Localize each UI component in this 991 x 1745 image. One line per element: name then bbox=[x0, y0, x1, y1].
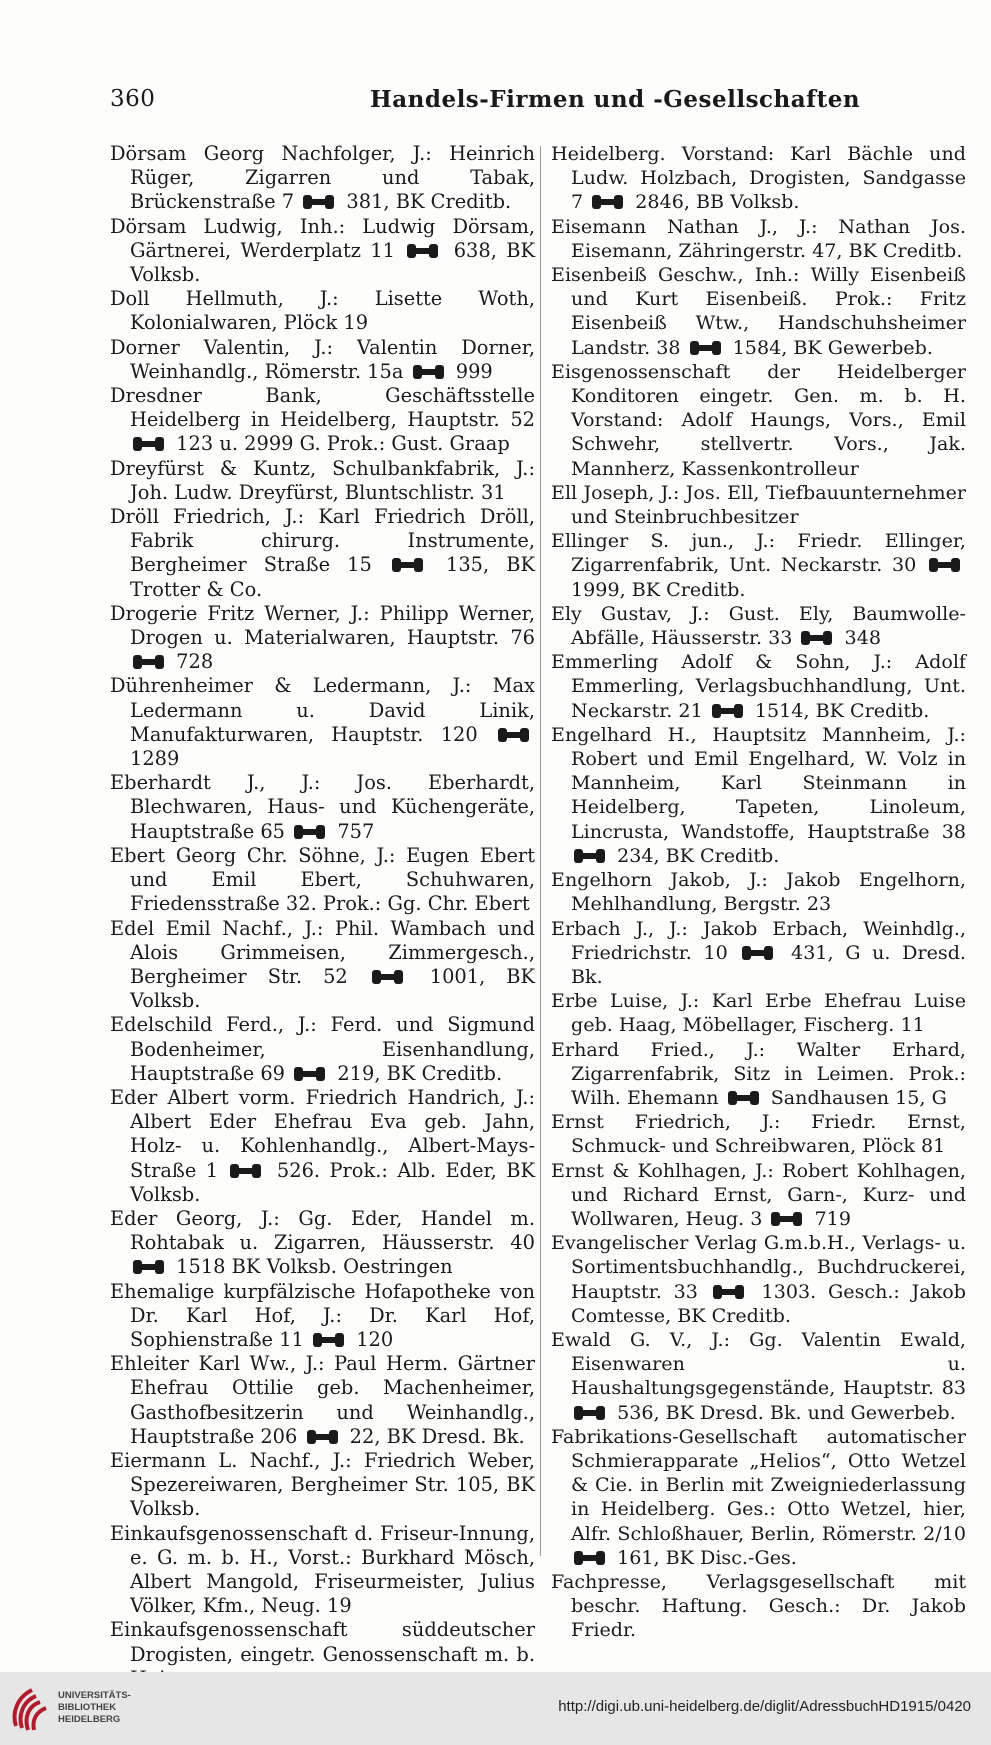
directory-entry: Ebert Georg Chr. Söhne, J.: Eugen Ebert und Emil Ebert, Schuhwaren, Friedensstraße 32. Prok.: Gg. Chr. Ebert bbox=[110, 843, 535, 916]
telephone-icon bbox=[690, 341, 724, 355]
telephone-icon bbox=[574, 1406, 608, 1420]
directory-entry: Ernst Friedrich, J.: Friedr. Ernst, Schmuck- und Schreibwaren, Plöck 81 bbox=[551, 1110, 966, 1158]
telephone-icon bbox=[801, 631, 835, 645]
directory-entry: Dresdner Bank, Geschäftsstelle Heidelberg in Heidelberg, Hauptstr. 52 123 u. 2999 G. Prok.: Gust. Graap bbox=[110, 384, 535, 456]
directory-entry: Eisemann Nathan J., J.: Nathan Jos. Eisemann, Zähringerstr. 47, BK Creditb. bbox=[551, 214, 966, 262]
directory-entry: Doll Hellmuth, J.: Lisette Woth, Kolonialwaren, Plöck 19 bbox=[110, 287, 535, 335]
telephone-icon bbox=[413, 365, 447, 379]
running-title: Handels-Firmen und -Gesellschaften bbox=[370, 86, 861, 113]
directory-entry: Erhard Fried., J.: Walter Erhard, Zigarrenfabrik, Sitz in Leimen. Prok.: Wilh. Ehemann Sandhausen 15, G bbox=[551, 1037, 966, 1109]
directory-entry: Dührenheimer & Ledermann, J.: Max Ledermann u. David Linik, Manufakturwaren, Hauptstr. 120 1289 bbox=[110, 674, 535, 771]
directory-entry: Eisgenossenschaft der Heidelberger Konditoren eingetr. Gen. m. b. H. Vorstand: Adolf Haungs, Vors., Emil Schwehr, stellvertr. Vors., Jak. Mannherz, Kassenkontrolleur bbox=[551, 359, 966, 480]
page-number: 360 bbox=[110, 86, 156, 112]
directory-entry: Evangelischer Verlag G.m.b.H., Verlags- u. Sortimentsbuchhandlg., Buchdruckerei, Hauptstr. 33 1303. Gesch.: Jakob Comtesse, BK Creditb. bbox=[551, 1231, 967, 1327]
telephone-icon bbox=[574, 1551, 608, 1565]
telephone-icon bbox=[133, 1260, 167, 1274]
directory-entry: Eder Albert vorm. Friedrich Handrich, J.: Albert Eder Ehefrau Eva geb. Jahn, Holz- u. Kohlenhandlg., Albert-Mays-Straße 1 526. Prok.: Alb. Eder, BK Volksb. bbox=[110, 1085, 535, 1206]
directory-entry: Einkaufsgenossenschaft süddeutscher Drogisten, eingetr. Genossenschaft m. b. bbox=[110, 1618, 535, 1666]
directory-entry: Eiermann L. Nachf., J.: Friedrich Weber, Spezereiwaren, Bergheimer Str. 105, BK Volksb. bbox=[110, 1448, 535, 1521]
directory-entry: Ernst & Kohlhagen, J.: Robert Kohlhagen, und Richard Ernst, Garn-, Kurz- und Wollwaren, Heug. 3 719 bbox=[551, 1158, 966, 1230]
page-header bbox=[110, 86, 910, 126]
right-column bbox=[551, 142, 966, 1643]
directory-entry: Ellinger S. jun., J.: Friedr. Ellinger, Zigarrenfabrik, Unt. Neckarstr. 30 1999, BK Creditb. bbox=[551, 529, 966, 601]
telephone-icon bbox=[303, 195, 337, 209]
directory-entry: Fachpresse, Verlagsgesellschaft mit beschr. Haftung. Gesch.: Dr. Jakob Friedr. bbox=[551, 1569, 966, 1642]
directory-entry: Ewald G. V., J.: Gg. Valentin Ewald, Eisenwaren u. Haushaltungsgegenstände, Hauptstr. 83 536, BK Dresd. Bk. und Gewerbeb. bbox=[551, 1327, 966, 1424]
directory-entry: Edelschild Ferd., J.: Ferd. und Sigmund Bodenheimer, Eisenhandlung, Hauptstraße 69 219, BK Creditb. bbox=[110, 1013, 535, 1085]
telephone-icon bbox=[294, 1067, 328, 1081]
directory-entry: Engelhard H., Hauptsitz Mannheim, J.: Robert und Emil Engelhard, W. Volz in Mannheim, Karl Steinmann in Heidelberg, Tapeten, Linoleum, Lincrusta, Wandstoffe, Hauptstraße 38 234, BK Creditb. bbox=[551, 722, 966, 867]
telephone-icon bbox=[307, 1430, 341, 1444]
directory-entry: Ehemalige kurpfälzische Hofapotheke von Dr. Karl Hof, J.: Dr. Karl Hof, Sophienstraße 11 120 bbox=[110, 1279, 535, 1351]
directory-entry: Edel Emil Nachf., J.: Phil. Wambach und Alois Grimmeisen, Zimmergesch., Bergheimer Str. 52 1001, BK Volksb. bbox=[110, 916, 535, 1013]
telephone-icon bbox=[712, 704, 746, 718]
university-library-logo-icon bbox=[10, 1684, 54, 1732]
directory-entry: Erbe Luise, J.: Karl Erbe Ehefrau Luise geb. Haag, Möbellager, Fischerg. 11 bbox=[551, 989, 966, 1037]
telephone-icon bbox=[392, 558, 426, 572]
telephone-icon bbox=[498, 728, 532, 742]
directory-entry: Eisenbeiß Geschw., Inh.: Willy Eisenbeiß und Kurt Eisenbeiß. Prok.: Fritz Eisenbeiß Wtw., Handschuhsheimer Landstr. 38 1584, BK Gewerbeb. bbox=[551, 263, 966, 359]
directory-entry: Dorner Valentin, J.: Valentin Dorner, Weinhandlg., Römerstr. 15a 999 bbox=[110, 335, 535, 383]
telephone-icon bbox=[133, 437, 167, 451]
telephone-icon bbox=[313, 1333, 347, 1347]
directory-entry: Emmerling Adolf & Sohn, J.: Adolf Emmerling, Verlagsbuchhandlung, Unt. Neckarstr. 21 1514, BK Creditb. bbox=[551, 650, 966, 722]
directory-entry: Heidelberg. Vorstand: Karl Bächle und Ludw. Holzbach, Drogisten, Sandgasse 7 2846, BB Volksb. bbox=[551, 142, 966, 214]
telephone-icon bbox=[574, 849, 608, 863]
directory-entry: Ehleiter Karl Ww., J.: Paul Herm. Gärtner Ehefrau Ottilie geb. Machenheimer, Gasthofbesitzerin und Weinhandlg., Hauptstraße 206 22, BK Dresd. Bk. bbox=[110, 1352, 535, 1448]
directory-entry: Fabrikations-Gesellschaft automatischer Schmierapparate „Helios“, Otto Wetzel & Cie. in Berlin mit Zweigniederlassung in Heidelberg. Ges.: Otto Wetzel, hier, Alfr. Schloßhauer, Berlin, Römerstr. 2/10 161, BK Disc.-Ges. bbox=[551, 1424, 966, 1569]
telephone-icon bbox=[742, 946, 776, 960]
telephone-icon bbox=[592, 195, 626, 209]
directory-entry: Engelhorn Jakob, J.: Jakob Engelhorn, Mehlhandlung, Bergstr. 23 bbox=[551, 868, 966, 916]
directory-entry: Ely Gustav, J.: Gust. Ely, Baumwolle-Abfälle, Häusserstr. 33 348 bbox=[551, 601, 966, 650]
telephone-icon bbox=[133, 655, 167, 669]
telephone-icon bbox=[372, 970, 406, 984]
telephone-icon bbox=[728, 1091, 762, 1105]
directory-entry: Dreyfürst & Kuntz, Schulbankfabrik, J.: Joh. Ludw. Dreyfürst, Bluntschlistr. 31 bbox=[110, 456, 535, 504]
directory-entry: Erbach J., J.: Jakob Erbach, Weinhdlg., Friedrichstr. 10 431, G u. Dresd. Bk. bbox=[551, 916, 966, 988]
telephone-icon bbox=[929, 558, 963, 572]
directory-entry: Einkaufsgenossenschaft d. Friseur-Innung, e. G. m. b. H., Vorst.: Burkhard Mösch, Albert Mangold, Friseurmeister, Julius Völker, Kfm., Neug. 19 bbox=[110, 1521, 535, 1618]
library-name: UNIVERSITÄTS- BIBLIOTHEK HEIDELBERG bbox=[58, 1690, 131, 1725]
directory-entry: Dörsam Ludwig, Inh.: Ludwig Dörsam, Gärtnerei, Werderplatz 11 638, BK Volksb. bbox=[110, 214, 535, 287]
directory-entry: Dörsam Georg Nachfolger, J.: Heinrich Rüger, Zigarren und Tabak, Brückenstraße 7 381, BK Creditb. bbox=[110, 142, 535, 214]
source-url-link[interactable]: http://digi.ub.uni-heidelberg.de/diglit/AdressbuchHD1915/0420 bbox=[558, 1698, 971, 1715]
column-divider bbox=[540, 146, 541, 1556]
directory-entry: Eder Georg, J.: Gg. Eder, Handel m. Rohtabak u. Zigarren, Häusserstr. 40 1518 BK Volksb. Oestringen bbox=[110, 1206, 535, 1279]
directory-entry: Eberhardt J., J.: Jos. Eberhardt, Blechwaren, Haus- und Küchengeräte, Hauptstraße 65 757 bbox=[110, 771, 535, 843]
telephone-icon bbox=[713, 1285, 747, 1299]
directory-entry: Drogerie Fritz Werner, J.: Philipp Werner, Drogen u. Materialwaren, Hauptstr. 76 728 bbox=[110, 601, 535, 674]
viewer-footer bbox=[0, 1672, 991, 1745]
telephone-icon bbox=[771, 1212, 805, 1226]
telephone-icon bbox=[407, 244, 441, 258]
telephone-icon bbox=[294, 825, 328, 839]
left-column bbox=[110, 142, 535, 1691]
directory-entry: Dröll Friedrich, J.: Karl Friedrich Dröll, Fabrik chirurg. Instrumente, Bergheimer Straße 15 135, BK Trotter & Co. bbox=[110, 505, 535, 601]
telephone-icon bbox=[230, 1164, 264, 1178]
directory-entry: Ell Joseph, J.: Jos. Ell, Tiefbauunternehmer und Steinbruchbesitzer bbox=[551, 480, 966, 529]
